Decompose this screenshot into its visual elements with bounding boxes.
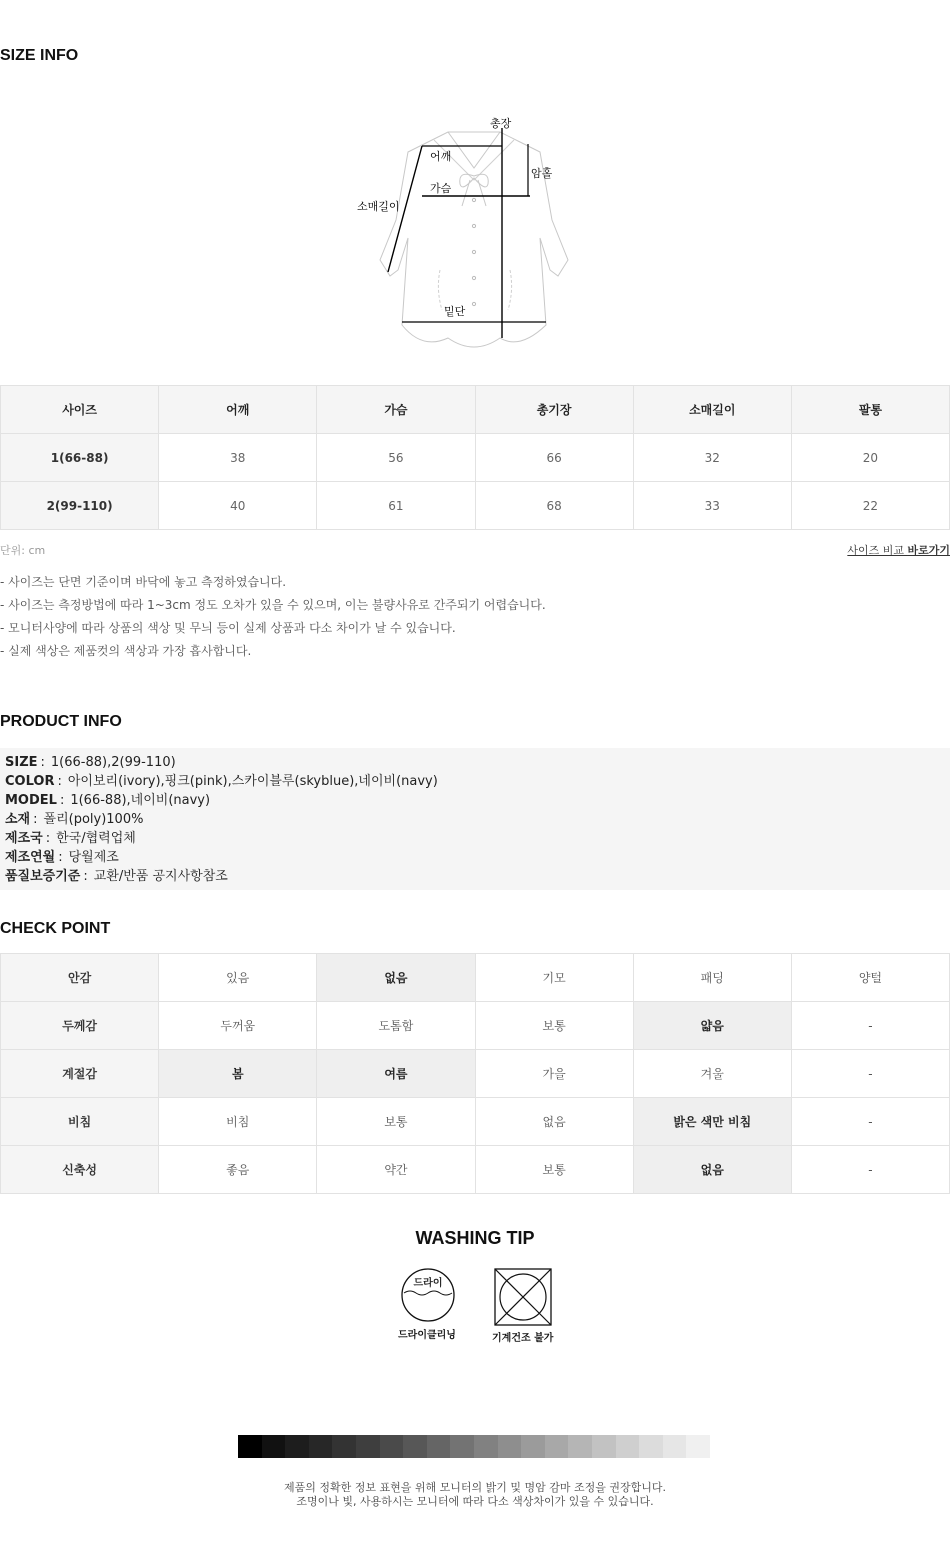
product-info-key: SIZE bbox=[5, 755, 38, 770]
size-info-title: SIZE INFO bbox=[0, 47, 79, 64]
product-info-row: 제조국 : 한국/협력업체 bbox=[5, 831, 136, 846]
no-tumble-dry-label: 기계건조 불가 bbox=[492, 1333, 554, 1344]
product-info-title: PRODUCT INFO bbox=[0, 713, 122, 730]
table-cell: 32 bbox=[634, 434, 792, 482]
table-cell: 66 bbox=[476, 434, 634, 482]
check-point-option: 보통 bbox=[476, 1146, 634, 1194]
size-note: - 모니터사양에 따라 상품의 색상 및 무늬 등이 실제 상품과 다소 차이가 날 수 있습니다. bbox=[0, 621, 456, 635]
header-cell: 팔통 bbox=[792, 386, 950, 434]
gray-swatch bbox=[521, 1435, 545, 1458]
check-point-row bbox=[1, 1002, 950, 1050]
check-point-option-selected: 없음 bbox=[317, 954, 475, 1002]
size-table bbox=[0, 385, 950, 530]
product-info-key: 제조국 bbox=[5, 831, 43, 846]
check-point-option: 겨울 bbox=[634, 1050, 792, 1098]
product-info-value: 교환/반품 공지사항참조 bbox=[93, 869, 228, 884]
table-cell: 22 bbox=[792, 482, 950, 530]
check-point-option: - bbox=[792, 1050, 950, 1098]
product-info-value: 당월제조 bbox=[68, 850, 119, 865]
gray-swatch bbox=[639, 1435, 663, 1458]
check-point-option: 기모 bbox=[476, 954, 634, 1002]
check-point-option-selected: 밝은 색만 비침 bbox=[634, 1098, 792, 1146]
product-info-value: 폴리(poly)100% bbox=[43, 812, 144, 827]
size-note: - 사이즈는 측정방법에 따라 1~3cm 정도 오차가 있을 수 있으며, 이는 불량사유로 간주되기 어렵습니다. bbox=[0, 598, 546, 612]
check-point-option: 보통 bbox=[476, 1002, 634, 1050]
check-point-option: 비침 bbox=[159, 1098, 317, 1146]
gray-swatch bbox=[380, 1435, 404, 1458]
washing-tip-title: WASHING TIP bbox=[415, 1228, 535, 1248]
product-info-key: 소재 bbox=[5, 812, 31, 827]
size-compare-action: 바로가기 bbox=[907, 544, 950, 557]
check-point-option: 없음 bbox=[476, 1098, 634, 1146]
gray-swatch bbox=[356, 1435, 380, 1458]
product-info-row: 품질보증기준 : 교환/반품 공지사항참조 bbox=[5, 869, 228, 884]
garment-illustration bbox=[350, 110, 580, 360]
gray-swatch bbox=[403, 1435, 427, 1458]
product-info-value: 1(66-88),2(99-110) bbox=[50, 755, 176, 770]
label-total-length: 총장 bbox=[490, 117, 512, 130]
gray-swatch bbox=[332, 1435, 356, 1458]
table-cell: 68 bbox=[476, 482, 634, 530]
check-point-label: 계절감 bbox=[1, 1050, 159, 1098]
gray-swatch bbox=[545, 1435, 569, 1458]
gray-swatch bbox=[427, 1435, 451, 1458]
product-info-key: COLOR bbox=[5, 774, 55, 789]
dry-clean-label: 드라이클리닝 bbox=[398, 1330, 456, 1341]
size-note: - 실제 색상은 제품컷의 색상과 가장 흡사합니다. bbox=[0, 644, 252, 658]
gray-swatch bbox=[686, 1435, 710, 1458]
product-info-row: 제조연월 : 당월제조 bbox=[5, 850, 119, 865]
size-table-header bbox=[1, 386, 950, 434]
table-cell: 20 bbox=[792, 434, 950, 482]
check-point-option: 도톰함 bbox=[317, 1002, 475, 1050]
table-cell: 38 bbox=[159, 434, 317, 482]
product-info-row: MODEL : 1(66-88),네이비(navy) bbox=[5, 793, 211, 808]
check-point-option: 패딩 bbox=[634, 954, 792, 1002]
check-point-option: 좋음 bbox=[159, 1146, 317, 1194]
product-info-value: 아이보리(ivory),핑크(pink),스카이블루(skyblue),네이비(navy) bbox=[67, 774, 438, 789]
label-armhole: 암홀 bbox=[531, 167, 553, 180]
check-point-label: 두께감 bbox=[1, 1002, 159, 1050]
check-point-label: 신축성 bbox=[1, 1146, 159, 1194]
size-compare-prefix: 사이즈 비교 bbox=[847, 544, 904, 557]
dry-clean-icon bbox=[400, 1267, 456, 1327]
header-cell: 어깨 bbox=[159, 386, 317, 434]
check-point-option: - bbox=[792, 1002, 950, 1050]
gray-swatch bbox=[238, 1435, 262, 1458]
size-note: - 사이즈는 단면 기준이며 바닥에 놓고 측정하였습니다. bbox=[0, 575, 287, 589]
header-cell: 사이즈 bbox=[1, 386, 159, 434]
gray-swatch bbox=[285, 1435, 309, 1458]
product-info-row: 소재 : 폴리(poly)100% bbox=[5, 812, 144, 827]
header-cell: 소매길이 bbox=[634, 386, 792, 434]
gray-swatch bbox=[616, 1435, 640, 1458]
table-cell: 33 bbox=[634, 482, 792, 530]
size-name-cell: 1(66-88) bbox=[1, 434, 159, 482]
label-chest: 가슴 bbox=[430, 182, 452, 195]
check-point-row bbox=[1, 1098, 950, 1146]
check-point-option-selected: 여름 bbox=[317, 1050, 475, 1098]
check-point-option: 가을 bbox=[476, 1050, 634, 1098]
monitor-notice-line: 제품의 정확한 정보 표현을 위해 모니터의 밝기 및 명암 감마 조정을 권장합니다. bbox=[284, 1481, 666, 1494]
product-info-key: 품질보증기준 bbox=[5, 869, 81, 884]
check-point-option: 두꺼움 bbox=[159, 1002, 317, 1050]
check-point-option: - bbox=[792, 1098, 950, 1146]
product-info-key: MODEL bbox=[5, 793, 57, 808]
unit-note: 단위: cm bbox=[0, 544, 46, 557]
product-info-key: 제조연월 bbox=[5, 850, 56, 865]
no-tumble-dry-icon bbox=[494, 1268, 552, 1330]
label-shoulder: 어깨 bbox=[430, 150, 452, 163]
label-hem: 밑단 bbox=[444, 305, 466, 318]
check-point-option: 약간 bbox=[317, 1146, 475, 1194]
garment-size-diagram bbox=[350, 110, 580, 360]
gray-swatch bbox=[498, 1435, 522, 1458]
gray-scale-strip bbox=[238, 1435, 710, 1458]
gray-swatch bbox=[474, 1435, 498, 1458]
table-row bbox=[1, 434, 950, 482]
product-info-box bbox=[0, 748, 950, 890]
check-point-title: CHECK POINT bbox=[0, 920, 111, 937]
check-point-row bbox=[1, 954, 950, 1002]
check-point-label: 비침 bbox=[1, 1098, 159, 1146]
monitor-notice bbox=[0, 1481, 950, 1509]
check-point-option: 양털 bbox=[792, 954, 950, 1002]
table-row bbox=[1, 482, 950, 530]
size-compare-link[interactable] bbox=[847, 542, 950, 558]
check-point-option-selected: 봄 bbox=[159, 1050, 317, 1098]
label-sleeve-length: 소매길이 bbox=[357, 200, 400, 213]
table-cell: 56 bbox=[317, 434, 475, 482]
product-info-row: COLOR : 아이보리(ivory),핑크(pink),스카이블루(skyblue),네이비(navy) bbox=[5, 774, 438, 789]
table-cell: 61 bbox=[317, 482, 475, 530]
check-point-option: 있음 bbox=[159, 954, 317, 1002]
size-name-cell: 2(99-110) bbox=[1, 482, 159, 530]
check-point-option: 보통 bbox=[317, 1098, 475, 1146]
header-cell: 가슴 bbox=[317, 386, 475, 434]
gray-swatch bbox=[663, 1435, 687, 1458]
gray-swatch bbox=[592, 1435, 616, 1458]
header-cell: 총기장 bbox=[476, 386, 634, 434]
product-info-value: 한국/협력업체 bbox=[56, 831, 136, 846]
check-point-label: 안감 bbox=[1, 954, 159, 1002]
gray-swatch bbox=[568, 1435, 592, 1458]
check-point-table bbox=[0, 953, 950, 1194]
gray-swatch bbox=[450, 1435, 474, 1458]
gray-swatch bbox=[262, 1435, 286, 1458]
gray-swatch bbox=[309, 1435, 333, 1458]
check-point-row bbox=[1, 1146, 950, 1194]
product-info-row: SIZE : 1(66-88),2(99-110) bbox=[5, 755, 176, 770]
product-info-value: 1(66-88),네이비(navy) bbox=[70, 793, 211, 808]
check-point-option: - bbox=[792, 1146, 950, 1194]
dry-clean-icon-text: 드라이 bbox=[413, 1278, 443, 1289]
monitor-notice-line: 조명이나 빛, 사용하시는 모니터에 따라 다소 색상차이가 있을 수 있습니다. bbox=[296, 1495, 654, 1508]
size-notes bbox=[0, 575, 546, 667]
table-cell: 40 bbox=[159, 482, 317, 530]
check-point-option-selected: 얇음 bbox=[634, 1002, 792, 1050]
check-point-option-selected: 없음 bbox=[634, 1146, 792, 1194]
check-point-row bbox=[1, 1050, 950, 1098]
